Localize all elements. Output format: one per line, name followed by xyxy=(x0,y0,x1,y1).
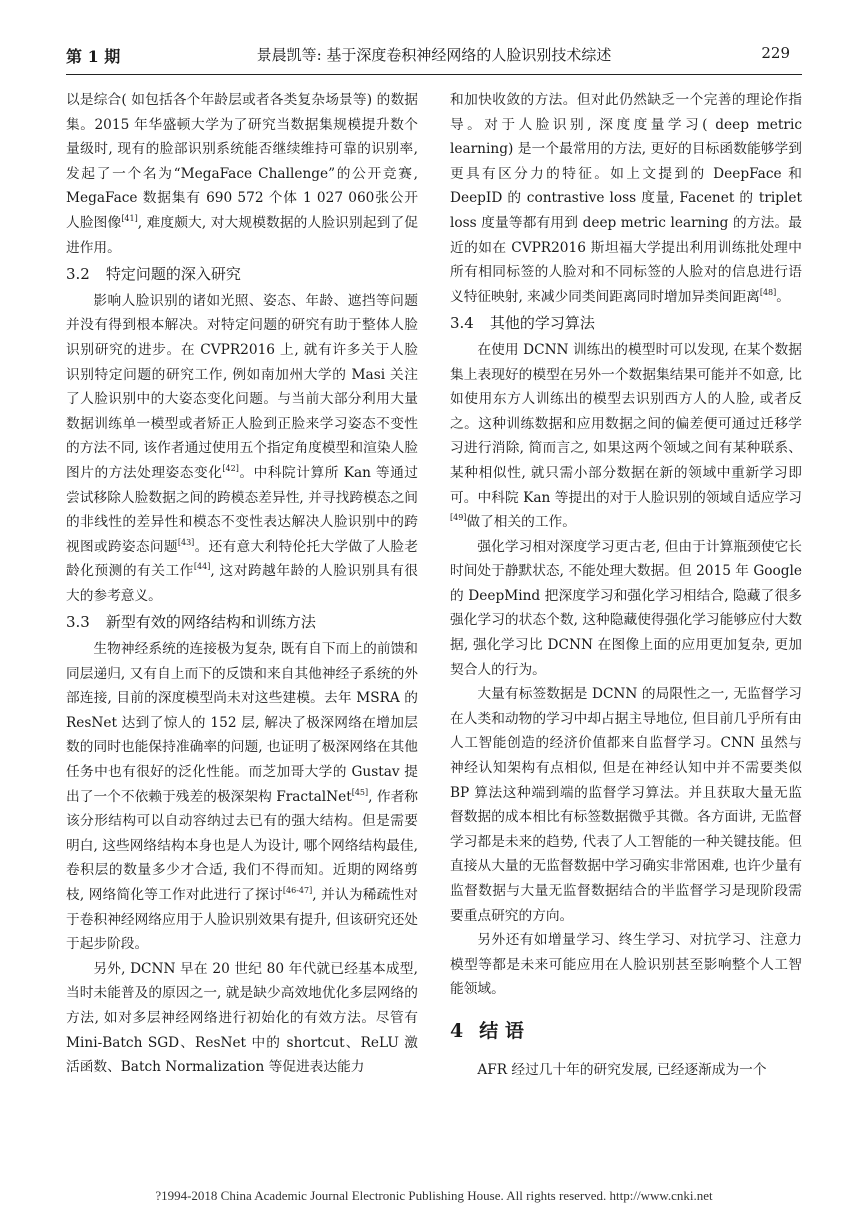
left-column xyxy=(66,88,418,1080)
paragraph: 另外还有如增量学习、终生学习、对抗学习、注意力模型等都是未来可能应用在人脸识别甚至影响整个人工智能领域。 xyxy=(450,932,802,998)
paragraph: 影响人脸识别的诸如光照、姿态、年龄、遮挡等问题并没有得到根本解决。对特定问题的研究有助于整体人脸识别研究的进步。在 CVPR2016 上, 就有许多关于人脸识别特定问题的研究工作, 例如南加州大学的 Masi 关注了人脸识别中的大姿态变化问题。与当前大部分利用大量数据训练单一模型或者矫正人脸到正脸来学习姿态不变性的方法不同, 该作者通过使用五个指定角度模型和渲染人脸图片的方法处理姿态变化[42]。中科院计算所 Kan 等通过尝试移除人脸数据之间的跨模态差异性, 并寻找跨模态之间的非线性的差异性和模态不变性表达解决人脸识别中的跨视图或跨姿态问题[43]。还有意大利特伦托大学做了人脸老龄化预测的有关工作[44], 这对跨越年龄的人脸识别具有很大的参考意义。 xyxy=(66,292,418,604)
citation[interactable]: [43] xyxy=(177,537,195,547)
paragraph: 和加快收敛的方法。但对此仍然缺乏一个完善的理论作指导。对于人脸识别, 深度度量学习( deep metric learning) 是一个最常用的方法, 更好的目标函数能够学到更具有区分力的特征。如上文提到的 DeepFace 和 DeepID 的 contrastive loss 度量, Facenet 的 triplet loss 度量等都有用到 deep metric learning 的方法。最近的如在 CVPR2016 斯坦福大学提出利用训练批处理中所有相同标签的人脸对和不同标签的人脸对的信息进行语义特征映射, 来减少同类间距离同时增加异类间距离[48]。 xyxy=(450,92,802,305)
running-header xyxy=(0,0,868,80)
paragraph: AFR 经过几十年的研究发展, 已经逐渐成为一个 xyxy=(477,1061,767,1078)
section-heading-4: 4 结 语 xyxy=(450,1019,524,1042)
paragraph: 生物神经系统的连接极为复杂, 既有自下而上的前馈和同层递归, 又有自上而下的反馈和来自其他神经子系统的外部连接, 目前的深度模型尚未对这些建模。去年 MSRA 的 ResNet 达到了惊人的 152 层, 解决了极深网络在增加层数的同时也能保持准确率的问题, 也证明了极深网络在其他任务中也有很好的泛化性能。而芝加哥大学的 Gustav 提出了一个不依赖于残差的极深架构 FractalNet[45], 作者称该分形结构可以自动容纳过去已有的强大结构。但是需要明白, 这些网络结构本身也是人为设计, 哪个网络结构最佳, 卷积层的数量多少才合适, 我们不得而知。近期的网络剪枝, 网络简化等工作对此进行了探讨[46-47], 并认为稀疏性对于卷积神经网络应用于人脸识别效果有提升, 但该研究还处于起步阶段。 xyxy=(66,641,418,953)
issue-label: 第 1 期 xyxy=(66,47,121,66)
section-heading-3-4: 3.4 其他的学习算法 xyxy=(450,314,595,333)
paragraph: 在使用 DCNN 训练出的模型时可以发现, 在某个数据集上表现好的模型在另外一个数据集结果可能并不如意, 比如使用东方人训练出的模型去识别西方人的人脸, 或者反之。这种训练数据和应用数据之间的偏差便可通过迁移学习进行消除, 简而言之, 如果这两个领域之间有某种联系、某种相似性, 就只需小部分数据在新的领域中重新学习即可。中科院 Kan 等提出的对于人脸识别的领域自适应学习[49]做了相关的工作。 xyxy=(450,341,802,531)
citation[interactable]: [46-47] xyxy=(282,886,313,895)
section-heading-3-3: 3.3 新型有效的网络结构和训练方法 xyxy=(66,613,316,632)
page-number: 229 xyxy=(761,44,790,62)
citation[interactable]: [44] xyxy=(193,562,211,572)
paragraph: 大量有标签数据是 DCNN 的局限性之一, 无监督学习在人类和动物的学习中却占据主导地位, 但目前几乎所有由人工智能创造的经济价值都来自监督学习。CNN 虽然与神经认知架构有点相似, 但是在神经认知中并不需要类似 BP 算法这种端到端的监督学习算法。并且获取大量无监督数据的成本相比有标签数据微乎其微。各方面讲, 无监督学习都是未来的趋势, 代表了人工智能的一种关键技能。但直接从大量的无监督数据中学习确实非常困难, 也许少量有监督数据与大量无监督数据结合的半监督学习是现阶段需要重点研究的方向。 xyxy=(450,686,802,924)
right-column xyxy=(450,88,802,1083)
citation[interactable]: [42] xyxy=(222,463,239,473)
running-title: 景晨凯等: 基于深度卷积神经网络的人脸识别技术综述 xyxy=(256,46,612,64)
paragraph: 另外, DCNN 早在 20 世纪 80 年代就已经基本成型, 当时未能普及的原因之一, 就是缺少高效地优化多层网络的方法, 如对多层神经网络进行初始化的有效方法。尽管有 Mini-Batch SGD、ResNet 中的 shortcut、ReLU 激活函数、Batch Normalization 等促进表达能力 xyxy=(66,960,418,1076)
section-heading-3-2: 3.2 特定问题的深入研究 xyxy=(66,265,241,284)
citation[interactable]: [48] xyxy=(759,287,777,297)
citation[interactable]: [45] xyxy=(351,787,369,797)
citation[interactable]: [49] xyxy=(450,513,467,523)
header-rule xyxy=(66,74,802,75)
paragraph: 以是综合( 如包括各个年龄层或者各类复杂场景等) 的数据集。2015 年华盛顿大学为了研究当数据集规模提升数个量级时, 现有的脸部识别系统能否继续维持可靠的识别率, 发起了一个名为“MegaFace Challenge”的公开竞赛, MegaFace 数据集有 690 572 个体 1 027 060张公开人脸图像[41], 难度颇大, 对大规模数据的人脸识别起到了促进作用。 xyxy=(66,92,418,256)
paragraph: 强化学习相对深度学习更古老, 但由于计算瓶颈使它长时间处于静默状态, 不能处理大数据。但 2015 年 Google 的 DeepMind 把深度学习和强化学习相结合, 隐藏了很多强化学习的状态个数, 这种隐藏使得强化学习能够应付大数据, 强化学习比 DCNN 在图像上面的应用更加复杂, 更加契合人的行为。 xyxy=(450,538,802,678)
citation[interactable]: [41] xyxy=(121,213,138,223)
copyright-footer: ?1994-2018 China Academic Journal Electronic Publishing House. All rights reserved. http://www.cnki.net xyxy=(155,1188,713,1203)
